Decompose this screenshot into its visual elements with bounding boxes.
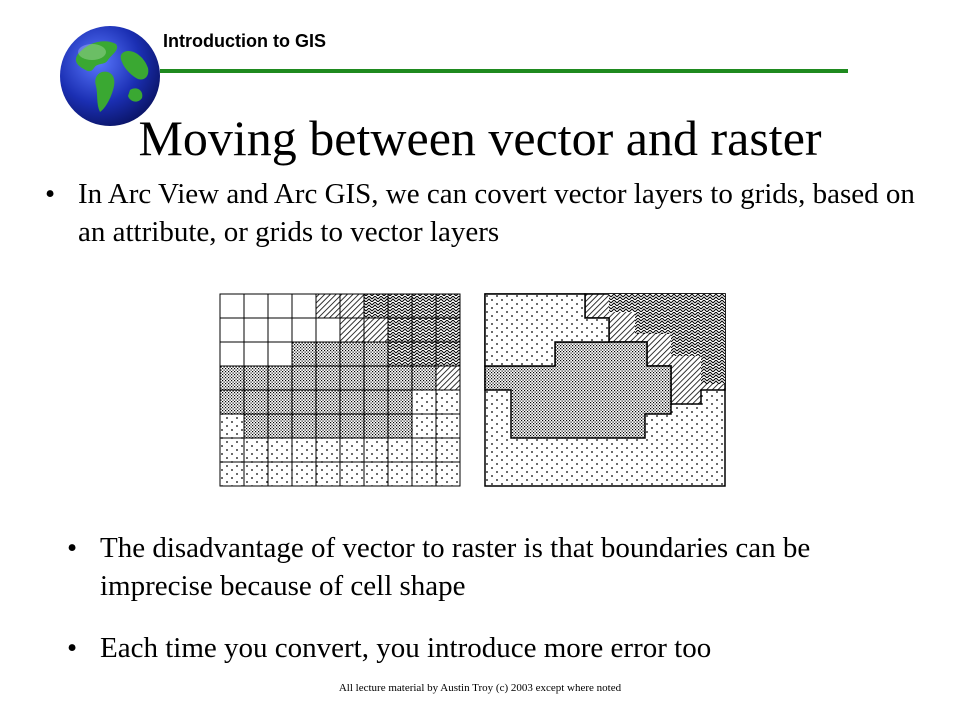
- grid-cell: [316, 294, 340, 318]
- grid-cell: [244, 294, 268, 318]
- vector-raster-figure: [210, 284, 730, 502]
- grid-cell: [436, 342, 460, 366]
- grid-cell: [292, 390, 316, 414]
- grid-cell: [412, 414, 436, 438]
- grid-cell: [388, 294, 412, 318]
- grid-cell: [220, 414, 244, 438]
- grid-cell: [340, 366, 364, 390]
- grid-cell: [292, 438, 316, 462]
- grid-cell: [268, 438, 292, 462]
- grid-cell: [244, 390, 268, 414]
- grid-cell: [220, 438, 244, 462]
- grid-cell: [220, 462, 244, 486]
- grid-cell: [292, 342, 316, 366]
- grid-cell: [244, 438, 268, 462]
- grid-cell: [340, 342, 364, 366]
- bullet-marker: •: [67, 532, 78, 564]
- grid-cell: [220, 342, 244, 366]
- grid-cell: [364, 414, 388, 438]
- grid-cell: [340, 294, 364, 318]
- grid-cell: [364, 342, 388, 366]
- grid-cell: [244, 462, 268, 486]
- grid-cell: [388, 390, 412, 414]
- bullet-text: The disadvantage of vector to raster is that boundaries can be imprecise because of cell shape: [100, 532, 811, 602]
- grid-cell: [220, 294, 244, 318]
- bullet-item: [67, 529, 920, 605]
- grid-cell: [412, 366, 436, 390]
- grid-cell: [436, 390, 460, 414]
- grid-cell: [388, 414, 412, 438]
- grid-cell: [316, 414, 340, 438]
- grid-cell: [436, 462, 460, 486]
- grid-cell: [412, 318, 436, 342]
- grid-cell: [412, 462, 436, 486]
- grid-cell: [316, 366, 340, 390]
- footer-copyright: All lecture material by Austin Troy (c) 2003 except where noted: [338, 682, 622, 694]
- grid-cell: [244, 414, 268, 438]
- grid-cell: [340, 462, 364, 486]
- bullet-text: Each time you convert, you introduce more error too: [100, 632, 712, 664]
- grid-cell: [340, 318, 364, 342]
- bullet-marker: •: [67, 632, 78, 664]
- grid-cell: [292, 318, 316, 342]
- grid-cell: [364, 294, 388, 318]
- grid-cell: [268, 294, 292, 318]
- grid-cell: [388, 318, 412, 342]
- grid-cell: [292, 294, 316, 318]
- grid-cell: [244, 366, 268, 390]
- grid-cell: [388, 366, 412, 390]
- bullet-marker: •: [45, 178, 56, 210]
- grid-cell: [388, 342, 412, 366]
- raster-grid-panel: [220, 294, 460, 486]
- grid-cell: [268, 462, 292, 486]
- grid-cell: [268, 366, 292, 390]
- grid-cell: [364, 318, 388, 342]
- grid-cell: [292, 366, 316, 390]
- course-title: Introduction to GIS: [163, 31, 326, 51]
- slide-title: Moving between vector and raster: [138, 110, 822, 166]
- grid-cell: [316, 318, 340, 342]
- grid-cell: [244, 318, 268, 342]
- bullet-item: [67, 629, 920, 667]
- bullet-item: [45, 175, 918, 251]
- grid-cell: [316, 342, 340, 366]
- grid-cell: [268, 414, 292, 438]
- grid-cell: [436, 414, 460, 438]
- grid-cell: [268, 342, 292, 366]
- grid-cell: [340, 414, 364, 438]
- grid-cell: [436, 366, 460, 390]
- grid-cell: [268, 390, 292, 414]
- vector-polygons-panel: [485, 294, 725, 486]
- grid-cell: [220, 390, 244, 414]
- grid-cell: [412, 342, 436, 366]
- grid-cell: [412, 294, 436, 318]
- grid-cell: [388, 438, 412, 462]
- header-divider: [160, 69, 848, 73]
- grid-cell: [292, 414, 316, 438]
- grid-cell: [388, 462, 412, 486]
- grid-cell: [364, 366, 388, 390]
- grid-cell: [436, 318, 460, 342]
- grid-cell: [316, 438, 340, 462]
- grid-cell: [316, 462, 340, 486]
- grid-cell: [364, 390, 388, 414]
- grid-cell: [436, 294, 460, 318]
- grid-cell: [364, 462, 388, 486]
- grid-cell: [292, 462, 316, 486]
- bullet-text: In Arc View and Arc GIS, we can covert vector layers to grids, based on an attribute, or grids to vector layers: [78, 178, 915, 248]
- grid-cell: [340, 438, 364, 462]
- grid-cell: [244, 342, 268, 366]
- grid-cell: [412, 438, 436, 462]
- grid-cell: [412, 390, 436, 414]
- grid-cell: [316, 390, 340, 414]
- grid-cell: [220, 366, 244, 390]
- grid-cell: [220, 318, 244, 342]
- grid-cell: [436, 438, 460, 462]
- grid-cell: [340, 390, 364, 414]
- grid-cell: [364, 438, 388, 462]
- grid-cell: [268, 318, 292, 342]
